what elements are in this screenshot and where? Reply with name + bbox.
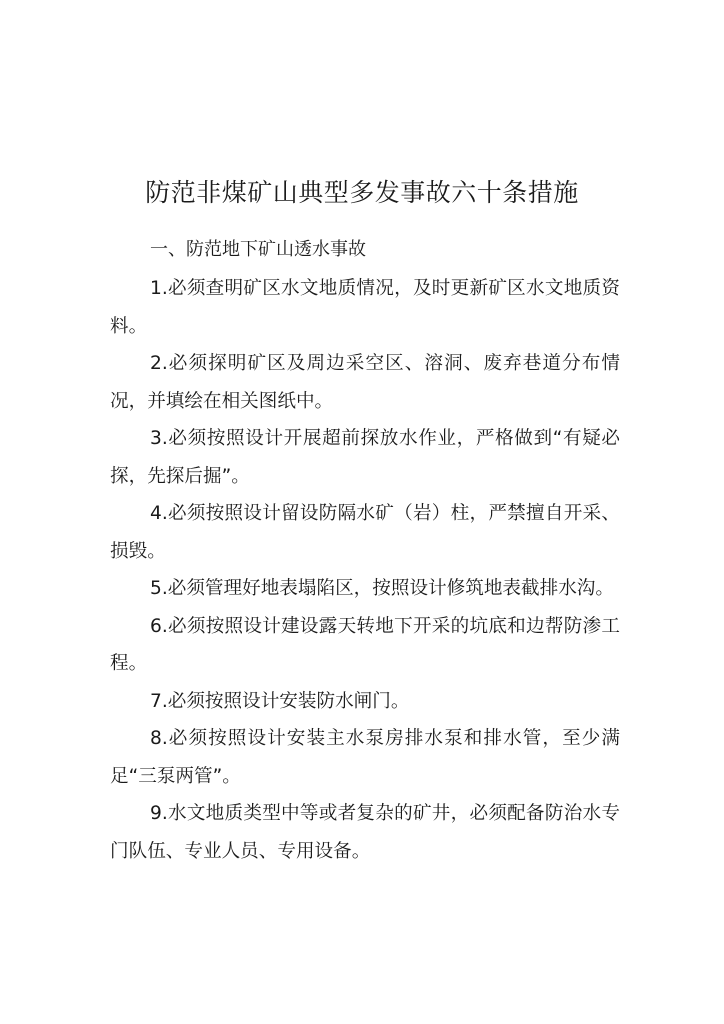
measure-paragraph-6: 6.必须按照设计建设露天转地下开采的坑底和边帮防渗工程。 xyxy=(110,615,620,674)
measures-list xyxy=(110,270,620,870)
document-title: 防范非煤矿山典型多发事故六十条措施 xyxy=(145,178,579,207)
measure-paragraph-4: 4.必须按照设计留设防隔水矿（岩）柱，严禁擅自开采、损毁。 xyxy=(110,503,620,562)
measure-paragraph-5: 5.必须管理好地表塌陷区，按照设计修筑地表截排水沟。 xyxy=(150,578,614,599)
measure-paragraph-8: 8.必须按照设计安装主水泵房排水泵和排水管，至少满足“三泵两管”。 xyxy=(110,728,620,787)
measure-paragraph-2: 2.必须探明矿区及周边采空区、溶洞、废弃巷道分布情况，并填绘在相关图纸中。 xyxy=(110,353,620,412)
measure-paragraph-7: 7.必须按照设计安装防水闸门。 xyxy=(150,690,410,712)
measure-paragraph-3: 3.必须按照设计开展超前探放水作业，严格做到“有疑必探，先探后掘”。 xyxy=(110,428,620,487)
measure-paragraph-9: 9.水文地质类型中等或者复杂的矿井，必须配备防治水专门队伍、专业人员、专用设备。 xyxy=(110,803,620,862)
measure-paragraph-1: 1.必须查明矿区水文地质情况，及时更新矿区水文地质资料。 xyxy=(110,278,620,337)
section-heading: 一、防范地下矿山透水事故 xyxy=(150,239,366,260)
